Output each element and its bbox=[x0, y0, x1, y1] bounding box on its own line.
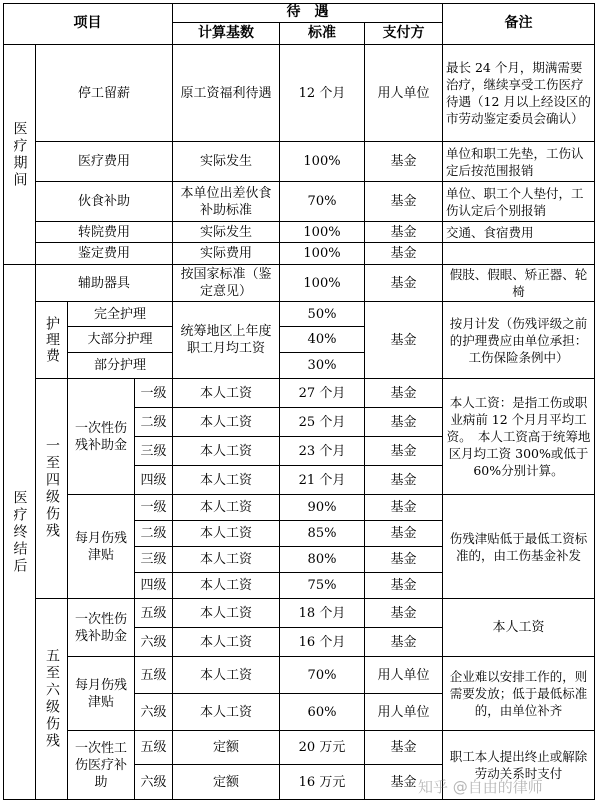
note-cell bbox=[443, 243, 595, 265]
payer-cell: 基金 bbox=[365, 408, 443, 437]
standard-cell: 75% bbox=[280, 573, 365, 599]
group-grade-5-6: 五至六级伤残 bbox=[36, 599, 68, 800]
item-assistive-devices: 辅助器具 bbox=[36, 265, 173, 302]
standard-cell: 27 个月 bbox=[280, 379, 365, 408]
group-nursing: 护理费 bbox=[36, 302, 68, 379]
grade-cell: 六级 bbox=[135, 628, 173, 657]
basis-cell: 本人工资 bbox=[173, 628, 280, 657]
note-cell: 按月计发（伤残评级之前的护理费应由单位承担：工伤保险条例中） bbox=[443, 302, 595, 379]
payer-cell: 基金 bbox=[365, 547, 443, 573]
item-work-stoppage: 停工留薪 bbox=[36, 45, 173, 142]
basis-cell: 按国家标准（鉴定意见） bbox=[173, 265, 280, 302]
item-transfer-costs: 转院费用 bbox=[36, 222, 173, 243]
basis-cell: 本人工资 bbox=[173, 408, 280, 437]
header-basis: 计算基数 bbox=[173, 23, 280, 45]
payer-cell: 基金 bbox=[365, 302, 443, 379]
payer-cell: 基金 bbox=[365, 466, 443, 495]
note-cell: 单位和职工先垫，工伤认定后按范围报销 bbox=[443, 142, 595, 182]
basis-cell: 本单位出差伙食补助标准 bbox=[173, 182, 280, 222]
note-cell: 单位、职工个人垫付，工伤认定后个别报销 bbox=[443, 182, 595, 222]
grade-cell: 五级 bbox=[135, 657, 173, 694]
note-cell: 本人工资 bbox=[443, 599, 595, 657]
note-cell: 假肢、假眼、矫正器、轮椅 bbox=[443, 265, 595, 302]
standard-cell: 90% bbox=[280, 495, 365, 521]
watermark: 知乎 @自由的律师 bbox=[418, 778, 543, 796]
item-medical-costs: 医疗费用 bbox=[36, 142, 173, 182]
item-medical-subsidy: 一次性工伤医疗补助 bbox=[68, 731, 135, 800]
standard-cell: 25 个月 bbox=[280, 408, 365, 437]
item-appraisal-costs: 鉴定费用 bbox=[36, 243, 173, 265]
basis-cell: 原工资福利待遇 bbox=[173, 45, 280, 142]
group-grade-1-4: 一至四级伤残 bbox=[36, 379, 68, 599]
item-full-nursing: 完全护理 bbox=[68, 302, 173, 327]
payer-cell: 基金 bbox=[365, 265, 443, 302]
standard-cell: 100% bbox=[280, 222, 365, 243]
standard-cell: 16 万元 bbox=[280, 765, 365, 800]
standard-cell: 100% bbox=[280, 243, 365, 265]
basis-cell: 实际发生 bbox=[173, 142, 280, 182]
standard-cell: 60% bbox=[280, 694, 365, 731]
standard-cell: 50% bbox=[280, 302, 365, 327]
item-monthly-allowance: 每月伤残津贴 bbox=[68, 495, 135, 599]
basis-cell: 定额 bbox=[173, 765, 280, 800]
standard-cell: 30% bbox=[280, 353, 365, 379]
item-major-nursing: 大部分护理 bbox=[68, 327, 173, 353]
payer-cell: 基金 bbox=[365, 573, 443, 599]
payer-cell: 基金 bbox=[365, 243, 443, 265]
basis-cell: 统筹地区上年度职工月均工资 bbox=[173, 302, 280, 379]
payer-cell: 基金 bbox=[365, 628, 443, 657]
header-standard: 标准 bbox=[280, 23, 365, 45]
note-cell: 交通、食宿费用 bbox=[443, 222, 595, 243]
standard-cell: 100% bbox=[280, 142, 365, 182]
basis-cell: 本人工资 bbox=[173, 521, 280, 547]
grade-cell: 四级 bbox=[135, 573, 173, 599]
payer-cell: 基金 bbox=[365, 495, 443, 521]
standard-cell: 100% bbox=[280, 265, 365, 302]
basis-cell: 本人工资 bbox=[173, 437, 280, 466]
standard-cell: 80% bbox=[280, 547, 365, 573]
grade-cell: 四级 bbox=[135, 466, 173, 495]
standard-cell: 20 万元 bbox=[280, 731, 365, 765]
basis-cell: 本人工资 bbox=[173, 495, 280, 521]
payer-cell: 基金 bbox=[365, 437, 443, 466]
note-cell: 本人工资：是指工伤或职业病前 12 个月月平均工资。 本人工资高于统筹地区月均工资 300%或低于 60%分别计算。 bbox=[443, 379, 595, 495]
header-notes: 备注 bbox=[443, 3, 595, 45]
payer-cell: 基金 bbox=[365, 731, 443, 765]
basis-cell: 本人工资 bbox=[173, 379, 280, 408]
payer-cell: 基金 bbox=[365, 222, 443, 243]
grade-cell: 一级 bbox=[135, 379, 173, 408]
basis-cell: 本人工资 bbox=[173, 466, 280, 495]
payer-cell: 基金 bbox=[365, 521, 443, 547]
header-treatment: 待 遇 bbox=[173, 3, 443, 23]
note-cell: 最长 24 个月，期满需要治疗，继续享受工伤医疗待遇（12 月以上经设区的市劳动鉴定委员会确认） bbox=[443, 45, 595, 142]
section-after-termination: 医疗终结后 bbox=[3, 265, 36, 800]
item-lump-sum-disability: 一次性伤残补助金 bbox=[68, 599, 135, 657]
grade-cell: 五级 bbox=[135, 731, 173, 765]
basis-cell: 本人工资 bbox=[173, 694, 280, 731]
grade-cell: 三级 bbox=[135, 437, 173, 466]
grade-cell: 二级 bbox=[135, 521, 173, 547]
basis-cell: 本人工资 bbox=[173, 599, 280, 628]
standard-cell: 12 个月 bbox=[280, 45, 365, 142]
standard-cell: 21 个月 bbox=[280, 466, 365, 495]
item-monthly-allowance: 每月伤残津贴 bbox=[68, 657, 135, 731]
item-meal-allowance: 伙食补助 bbox=[36, 182, 173, 222]
payer-cell: 基金 bbox=[365, 765, 443, 800]
grade-cell: 六级 bbox=[135, 765, 173, 800]
basis-cell: 本人工资 bbox=[173, 573, 280, 599]
item-lump-sum-disability: 一次性伤残补助金 bbox=[68, 379, 135, 495]
standard-cell: 85% bbox=[280, 521, 365, 547]
payer-cell: 用人单位 bbox=[365, 657, 443, 694]
payer-cell: 基金 bbox=[365, 599, 443, 628]
standard-cell: 70% bbox=[280, 657, 365, 694]
grade-cell: 五级 bbox=[135, 599, 173, 628]
note-cell: 职工本人提出终止或解除劳动关系时支付 bbox=[443, 731, 595, 800]
header-item: 项目 bbox=[3, 3, 173, 45]
standard-cell: 16 个月 bbox=[280, 628, 365, 657]
basis-cell: 实际发生 bbox=[173, 222, 280, 243]
section-medical-period: 医疗期间 bbox=[3, 45, 36, 265]
standard-cell: 23 个月 bbox=[280, 437, 365, 466]
basis-cell: 实际费用 bbox=[173, 243, 280, 265]
basis-cell: 定额 bbox=[173, 731, 280, 765]
note-cell: 企业难以安排工作的，则需要发放；低于最低标准的，由单位补齐 bbox=[443, 657, 595, 731]
basis-cell: 本人工资 bbox=[173, 547, 280, 573]
grade-cell: 六级 bbox=[135, 694, 173, 731]
payer-cell: 用人单位 bbox=[365, 694, 443, 731]
grade-cell: 二级 bbox=[135, 408, 173, 437]
basis-cell: 本人工资 bbox=[173, 657, 280, 694]
payer-cell: 用人单位 bbox=[365, 45, 443, 142]
standard-cell: 18 个月 bbox=[280, 599, 365, 628]
grade-cell: 三级 bbox=[135, 547, 173, 573]
note-cell: 伤残津贴低于最低工资标准的，由工伤基金补发 bbox=[443, 495, 595, 599]
standard-cell: 40% bbox=[280, 327, 365, 353]
item-partial-nursing: 部分护理 bbox=[68, 353, 173, 379]
payer-cell: 基金 bbox=[365, 379, 443, 408]
standard-cell: 70% bbox=[280, 182, 365, 222]
payer-cell: 基金 bbox=[365, 142, 443, 182]
payer-cell: 基金 bbox=[365, 182, 443, 222]
grade-cell: 一级 bbox=[135, 495, 173, 521]
header-payer: 支付方 bbox=[365, 23, 443, 45]
